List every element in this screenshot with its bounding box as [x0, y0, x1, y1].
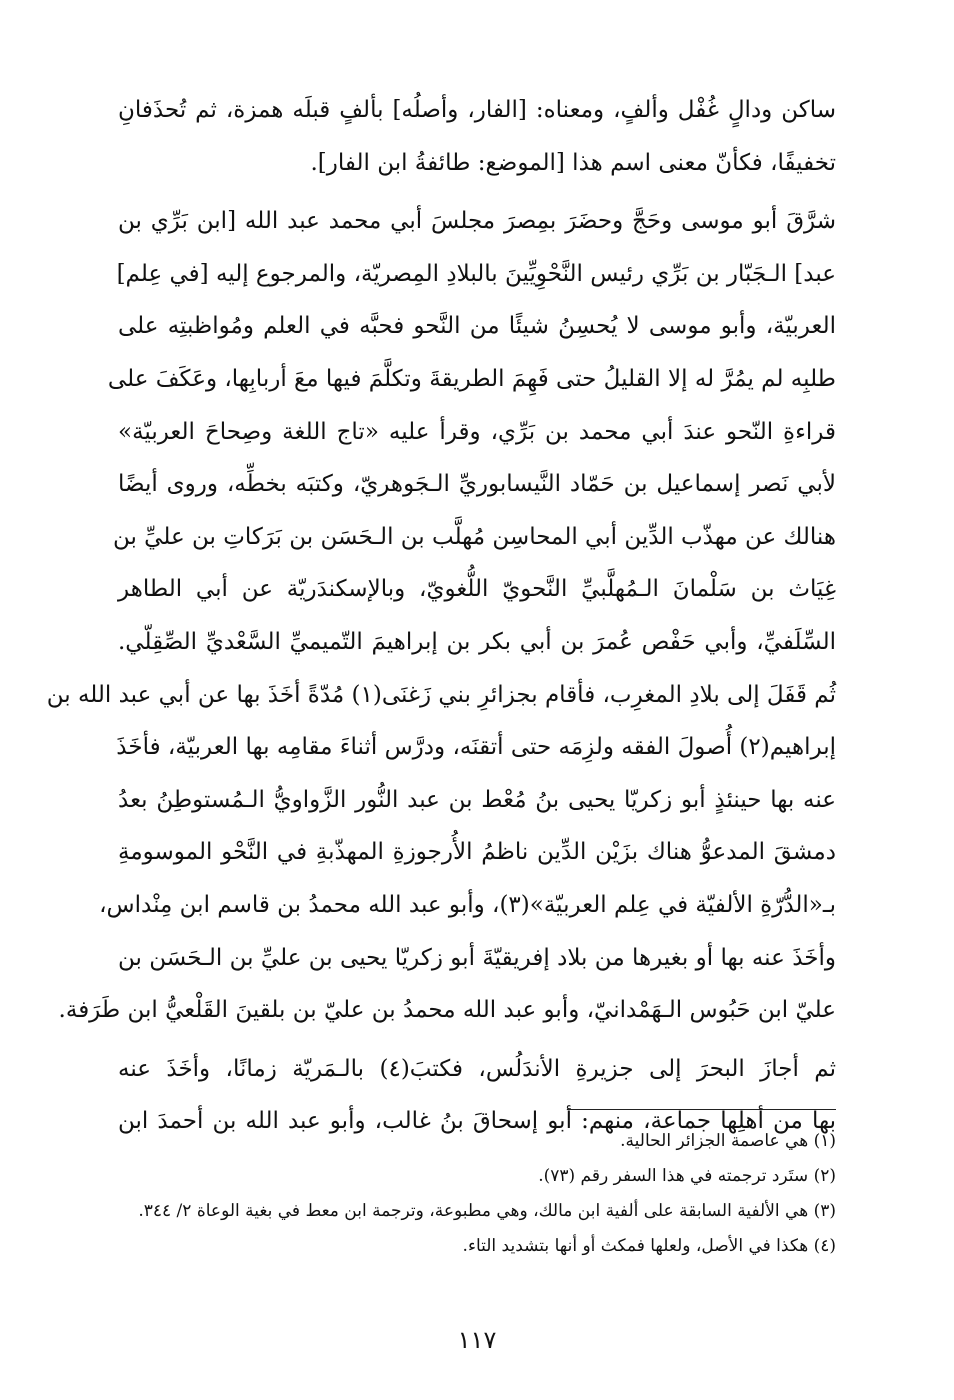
footnotes	[118, 1124, 836, 1264]
text-line: وأخَذَ عنه بها أو بغيرها من بلاد إفريقيّةَ أبو زكريّا يحيى بن عليِّ بن الـحَسَن بن	[118, 944, 836, 971]
text-line: ثم أجازَ البحرَ إلى جزيرةِ الأندَلُس، فكتبَ(٤) بالـمَريّة زمانًا، وأخَذَ عنه	[118, 1055, 836, 1082]
footnote: (٢) ستَرد ترجمته في هذا السفر رقم (٧٣).	[538, 1166, 836, 1186]
text-line: عنه بها حينئذٍ أبو زكريّا يحيى بنُ مُعْط بن عبد النُّور الزَّواويُّ الـمُستوطِنُ بعدُ	[118, 786, 836, 813]
text-line: هنالك عن مهذّب الدِّين أبي المحاسِن مُهلَّب بن الـحَسَن بن بَرَكاتِ بن عليِّ بن	[112, 523, 836, 550]
text-line: بها من أهلِها جماعة، منهم: أبو إسحاقَ بنُ غالب، وأبو عبد الله بن أحمدَ ابن	[118, 1108, 836, 1135]
text-line: العربيّة، وأبو موسى لا يُحسِنُ شيئًا من النَّحو فحبَّه في العلم ومُواظبتِه على	[118, 313, 836, 340]
footnote: (٣) هي الألفية السابقة على ألفية ابن مالك، وهي مطبوعة، وترجمة ابن معط في بغية الوعاة ٢/ ٣٤٤.	[138, 1201, 836, 1221]
text-line: ساكن ودالٍ غُفْل وألفٍ، ومعناه: [الفار، وأصلُه] بألفٍ قبلَه همزة، ثم تُحذَفانِ	[118, 97, 836, 123]
text-line: عبد] الـجَبّار بن بَرِّي رئيس النَّحْوِيِّينَ بالبلادِ المِصريّة، والمرجوع إليه [في عِلم]	[116, 260, 836, 287]
footnote-divider	[568, 1109, 836, 1110]
text-line: عليّ ابن حَبُوس الـهَمْدانيّ، وأبو عبد الله محمدُ بن عليّ بن بلقينَ القَلْعيُّ ابن طَرَفة.	[58, 997, 836, 1024]
text-line: بـ«الدُّرّةِ الألفيّة في عِلم العربيّة»(٣)، وأبو عبد الله محمدُ بن قاسم ابن مِنْداس،	[99, 891, 836, 918]
text-line: قراءةِ النّحو عندَ أبي محمد بن بَرِّي، وقرأ عليه «تاج اللغة وصِحاحَ العربيّة»	[118, 418, 836, 445]
text-line: تخفيفًا، فكأنّ معنى اسم هذا [الموضع: طائفةُ ابن الفار].	[310, 149, 836, 176]
text-line: غِيَاث بن سَلْمانَ الـمُهلَّبيِّ النَّحويّ اللُّغويّ، وبالإسكندَريّة عن أبي الطاهر	[118, 576, 836, 603]
text-line: السِّلَفيِّ، وأبي حَفْص عُمرَ بن أبي بكر بن إبراهيمَ التّميميِّ السَّعْديِّ الصِّقِلّي.	[118, 628, 836, 655]
page-number: ١١٧	[457, 1326, 497, 1354]
text-line: لأبي نَصر إسماعيل بن حَمّاد النَّيسابوريِّ الـجَوهريّ، وكتبَه بخطِّه، وروى أيضًا	[118, 471, 836, 498]
footnote: (٤) هكذا في الأصل، ولعلها فمكث أو أنها بتشديد التاء.	[462, 1236, 836, 1256]
main-text	[46, 84, 836, 1148]
text-line: دمشقَ المدعوُّ هناك بزَيْن الدِّين ناظمُ الأُرجوزةِ المهذّبةِ في النَّحْو الموسومةِ	[118, 839, 836, 866]
text-line: إبراهيم(٢) أُصولَ الفقه ولزِمَه حتى أتقنَه، ودرَّس أثناءَ مقامِه بها العربيّة، فأخَذَ	[116, 734, 836, 761]
text-line: ثُم قَفَلَ إلى بلادِ المغرِب، فأقام بجزائرِ بني زَغنَى(١) مُدّةً أخَذَ بها عن أبي عبد الله بن	[46, 681, 836, 708]
footnote: (١) هي عاصمة الجزائر الحالية.	[620, 1131, 836, 1151]
text-line: طلبِه لم يمُرَّ له إلا القليلُ حتى فَهِمَ الطريقةَ وتكلَّمَ فيها معَ أربابِها، وعَكَفَ على	[107, 365, 836, 392]
text-line: شرَّقَ أبو موسى وحَجَّ وحضَرَ بمِصرَ مجلسَ أبي محمد عبد الله [ابن بَرِّي بن	[118, 208, 836, 235]
